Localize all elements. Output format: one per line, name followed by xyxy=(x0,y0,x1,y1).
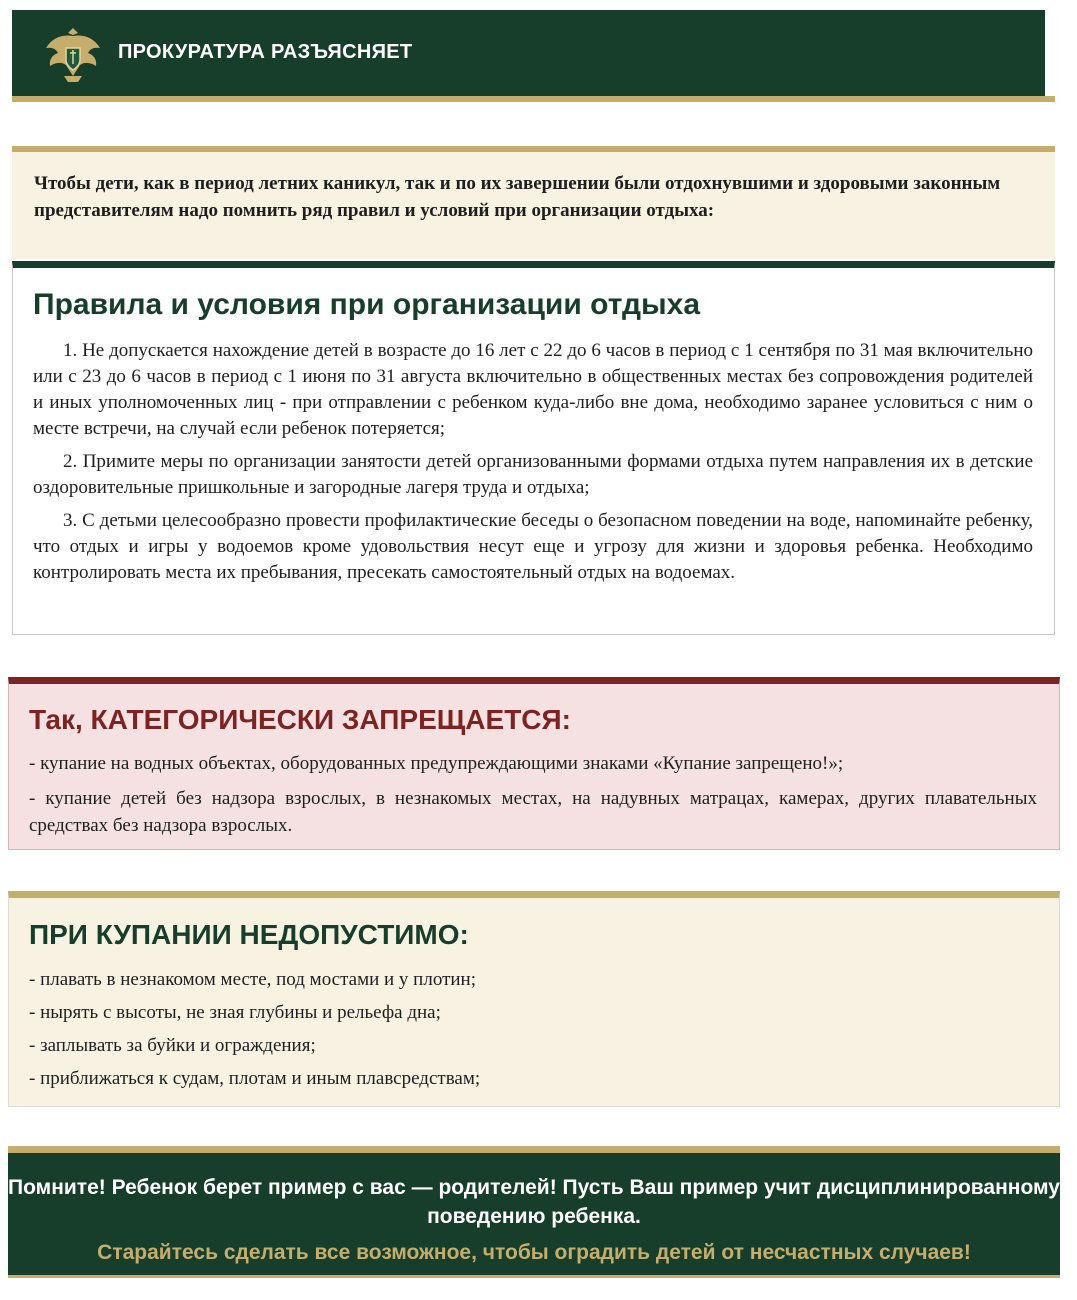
rules-title: Правила и условия при организации отдыха xyxy=(33,288,701,321)
swimming-title: ПРИ КУПАНИИ НЕДОПУСТИМО: xyxy=(29,919,469,950)
swimming-item-2: - нырять с высоты, не зная глубины и рельефа дна; xyxy=(29,1002,441,1023)
footer-reminder-text: Помните! Ребенок берет пример с вас — родителей! Пусть Ваш пример учит дисциплинированному поведению ребенка. xyxy=(8,1176,1060,1228)
swimming-item-3: - заплывать за буйки и ограждения; xyxy=(29,1035,316,1056)
intro-text: Чтобы дети, как в период летних каникул, так и по их завершении были отдохнувшими и здоровыми законным представителям надо помнить ряд правил и условий при организации отдыха: xyxy=(34,173,1001,221)
forbidden-panel xyxy=(8,677,1060,850)
swimming-list xyxy=(29,967,1029,1099)
double-headed-eagle-emblem-icon xyxy=(40,20,106,86)
header-title: ПРОКУРАТУРА РАЗЪЯСНЯЕТ xyxy=(118,41,413,63)
rules-list xyxy=(33,338,1033,593)
swimming-item-1: - плавать в незнакомом месте, под мостами и у плотин; xyxy=(29,969,477,990)
footer-call-to-action: Старайтесь сделать все возможное, чтобы оградить детей от несчастных случаев! xyxy=(97,1241,971,1264)
swimming-item-4: - приближаться к судам, плотам и иным плавсредствам; xyxy=(29,1068,481,1089)
rule-item-2: 2. Примите меры по организации занятости детей организованными формами отдыха путем направления их в детские оздоровительные пришкольные и загородные лагеря труда и отдыха; xyxy=(33,451,1033,498)
forbidden-title: Так, КАТЕГОРИЧЕСКИ ЗАПРЕЩАЕТСЯ: xyxy=(29,704,571,735)
rule-item-3: 3. С детьми целесообразно провести профилактические беседы о безопасном поведении на воде, напоминайте ребенку, что отдых и игры у водоемов кроме удовольствия несут еще и угрозу для жизни и здоровья ребенка. Необходимо контролировать места их пребывания, пресекать самостоятельный отдых на водоемах. xyxy=(33,510,1033,583)
intro-panel xyxy=(12,146,1055,259)
forbidden-list xyxy=(29,750,1037,847)
forbidden-item-1: - купание на водных объектах, оборудованных предупреждающими знаками «Купание запрещено!»; xyxy=(29,753,844,774)
rule-item-1: 1. Не допускается нахождение детей в возрасте до 16 лет с 22 до 6 часов в период с 1 сентября по 31 мая включительно или с 23 до 6 часов в период с 1 июня по 31 августа включительно в общественных местах без сопровождения родителей и иных уполномоченных лиц - при отправлении с ребенком куда-либо вне дома, необходимо заранее условиться с ним о месте встречи, на случай если ребенок потеряется; xyxy=(33,340,1033,439)
swimming-panel xyxy=(8,891,1060,1107)
forbidden-item-2: - купание детей без надзора взрослых, в незнакомых местах, на надувных матрацах, камерах, других плавательных средствах без надзора взрослых. xyxy=(29,788,1037,836)
header-banner xyxy=(12,10,1045,96)
header-underline xyxy=(12,96,1055,102)
footer-banner xyxy=(8,1146,1060,1278)
rules-panel xyxy=(12,261,1055,635)
